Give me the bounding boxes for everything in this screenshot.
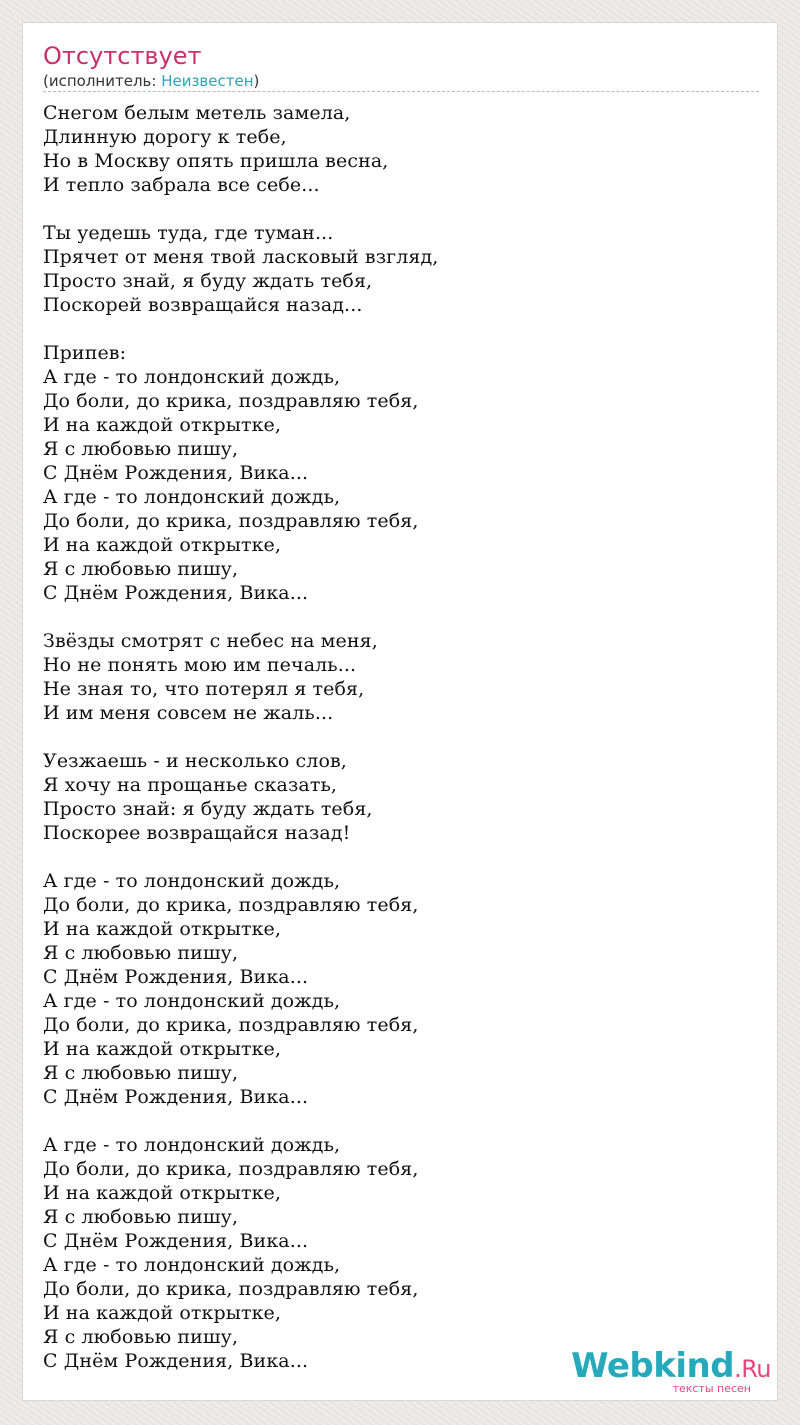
lyrics-stanza <box>43 221 743 317</box>
lyrics-line: А где - то лондонский дождь, <box>43 1134 341 1156</box>
lyrics-card <box>22 22 778 1401</box>
lyrics-line: Поскорее возвращайся назад! <box>43 822 351 844</box>
site-logo[interactable] <box>571 1348 771 1394</box>
lyrics-stanza <box>43 101 743 197</box>
logo-tld: .Ru <box>734 1355 771 1383</box>
lyrics-stanza <box>43 869 743 1109</box>
lyrics-stanza <box>43 341 743 605</box>
lyrics-line: До боли, до крика, поздравляю тебя, <box>43 894 419 916</box>
lyrics-line: А где - то лондонский дождь, <box>43 366 341 388</box>
lyrics-line: И на каждой открытке, <box>43 414 282 436</box>
lyrics-line: До боли, до крика, поздравляю тебя, <box>43 390 419 412</box>
lyrics-line: С Днём Рождения, Вика... <box>43 966 309 988</box>
lyrics-line: А где - то лондонский дождь, <box>43 990 341 1012</box>
lyrics-line: Я с любовью пишу, <box>43 1326 239 1348</box>
lyrics-line: Я с любовью пишу, <box>43 558 239 580</box>
lyrics-line: Я с любовью пишу, <box>43 438 239 460</box>
lyrics-line: Снегом белым метель замела, <box>43 102 351 124</box>
lyrics-line: И на каждой открытке, <box>43 918 282 940</box>
song-title: Отсутствует <box>43 42 202 70</box>
lyrics-line: И им меня совсем не жаль... <box>43 702 334 724</box>
lyrics-line: А где - то лондонский дождь, <box>43 870 341 892</box>
lyrics-line: Припев: <box>43 342 127 364</box>
lyrics-line: А где - то лондонский дождь, <box>43 486 341 508</box>
lyrics-stanza <box>43 629 743 725</box>
lyrics-line: И на каждой открытке, <box>43 1038 282 1060</box>
lyrics-line: До боли, до крика, поздравляю тебя, <box>43 1278 419 1300</box>
logo-name: Webkind <box>571 1346 735 1386</box>
lyrics-line: И на каждой открытке, <box>43 1182 282 1204</box>
lyrics-line: С Днём Рождения, Вика... <box>43 582 309 604</box>
lyrics-line: До боли, до крика, поздравляю тебя, <box>43 1014 419 1036</box>
lyrics-line: Звёзды смотрят с небес на меня, <box>43 630 378 652</box>
lyrics-line: Ты уедешь туда, где туман... <box>43 222 334 244</box>
artist-link[interactable]: Неизвестен <box>161 72 254 90</box>
lyrics-line: Я с любовью пишу, <box>43 942 239 964</box>
lyrics-line: Длинную дорогу к тебе, <box>43 126 287 148</box>
lyrics-line: Я хочу на прощанье сказать, <box>43 774 338 796</box>
lyrics-line: И тепло забрала все себе... <box>43 174 320 196</box>
lyrics-line: С Днём Рождения, Вика... <box>43 462 309 484</box>
lyrics-line: С Днём Рождения, Вика... <box>43 1230 309 1252</box>
lyrics-line: А где - то лондонский дождь, <box>43 1254 341 1276</box>
lyrics-text <box>43 101 743 1397</box>
lyrics-line: Поскорей возвращайся назад... <box>43 294 363 316</box>
lyrics-stanza <box>43 1133 743 1373</box>
lyrics-line: Просто знай: я буду ждать тебя, <box>43 798 373 820</box>
lyrics-stanza <box>43 749 743 845</box>
lyrics-line: До боли, до крика, поздравляю тебя, <box>43 1158 419 1180</box>
lyrics-line: Не зная то, что потерял я тебя, <box>43 678 365 700</box>
logo-tagline: тексты песен <box>672 1382 751 1395</box>
artist-line <box>43 71 259 91</box>
lyrics-line: Просто знай, я буду ждать тебя, <box>43 270 373 292</box>
lyrics-line: И на каждой открытке, <box>43 1302 282 1324</box>
lyrics-line: Прячет от меня твой ласковый взгляд, <box>43 246 439 268</box>
lyrics-line: Я с любовью пишу, <box>43 1206 239 1228</box>
divider <box>43 91 759 92</box>
lyrics-line: И на каждой открытке, <box>43 534 282 556</box>
lyrics-line: С Днём Рождения, Вика... <box>43 1350 309 1372</box>
artist-suffix: ) <box>253 72 260 90</box>
artist-prefix: (исполнитель: <box>43 72 162 90</box>
lyrics-line: Но не понять мою им печаль... <box>43 654 357 676</box>
lyrics-line: Я с любовью пишу, <box>43 1062 239 1084</box>
lyrics-line: До боли, до крика, поздравляю тебя, <box>43 510 419 532</box>
lyrics-line: Уезжаешь - и несколько слов, <box>43 750 347 772</box>
lyrics-line: С Днём Рождения, Вика... <box>43 1086 309 1108</box>
lyrics-line: Но в Москву опять пришла весна, <box>43 150 389 172</box>
